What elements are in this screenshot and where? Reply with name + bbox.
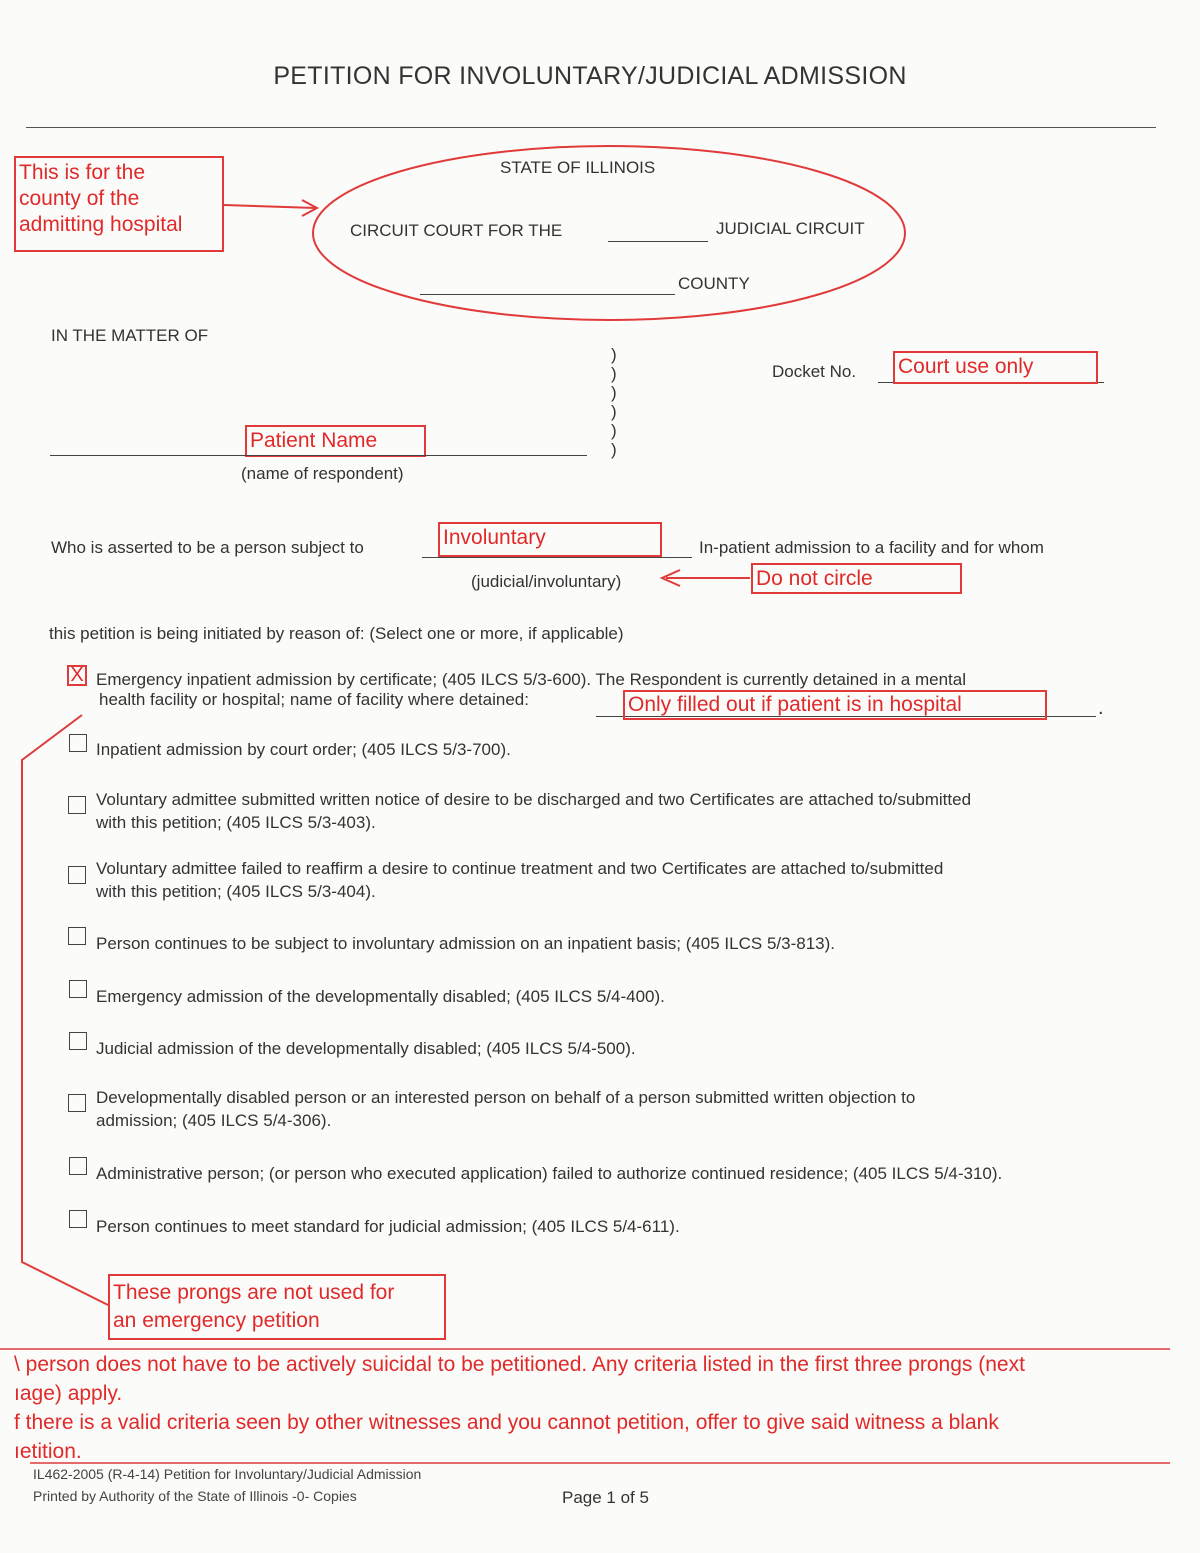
option-checkbox[interactable] (69, 734, 87, 752)
circuit-suffix: JUDICIAL CIRCUIT (716, 219, 865, 238)
county-note-line: This is for the (19, 161, 146, 184)
admission-type-field[interactable] (422, 557, 692, 558)
paren: ) (611, 345, 617, 364)
paren: ) (611, 421, 617, 440)
option-text (96, 1215, 1156, 1238)
docket-note: Court use only (893, 351, 1098, 384)
note-line: \ person does not have to be actively suicidal to be petitioned. Any criteria listed in the first three prongs (next (14, 1353, 1025, 1376)
option-line: admission; (405 ILCS 5/4-306). (96, 1111, 332, 1130)
option-checkbox[interactable] (69, 1157, 87, 1175)
option-line: Person continues to be subject to involuntary admission on an inpatient basis; (405 ILCS 5/3-813). (96, 934, 835, 953)
option-checkbox[interactable] (69, 1210, 87, 1228)
page-number: Page 1 of 5 (562, 1488, 649, 1507)
paren: ) (611, 440, 617, 459)
prongs-note-line: These prongs are not used for (113, 1281, 395, 1304)
option-line: with this petition; (405 ILCS 5/3-404). (96, 882, 376, 901)
patient-name-note: Patient Name (245, 425, 426, 457)
assertion-caption: (judicial/involuntary) (471, 572, 622, 591)
circuit-number-field[interactable] (608, 241, 708, 242)
bottom-notes (14, 1350, 1184, 1466)
option-text (96, 1162, 1186, 1185)
in-the-matter-label: IN THE MATTER OF (51, 326, 209, 345)
note-line: f there is a valid criteria seen by other witnesses and you cannot petition, offer to give said witness a blank (14, 1411, 999, 1434)
option-text (96, 738, 1156, 761)
county-field[interactable] (420, 294, 675, 295)
option-text (96, 788, 1156, 834)
option-checkbox[interactable] (68, 796, 86, 814)
option-line: with this petition; (405 ILCS 5/3-403). (96, 813, 376, 832)
option-line: Voluntary admittee failed to reaffirm a desire to continue treatment and two Certificates are attached to/submitted (96, 859, 944, 878)
option-line: Judicial admission of the developmentally disabled; (405 ILCS 5/4-500). (96, 1039, 636, 1058)
option-checkbox[interactable] (68, 927, 86, 945)
facility-note: Only filled out if patient is in hospital (623, 690, 1047, 720)
option-checkbox[interactable]: X (67, 665, 87, 686)
note-line: ıage) apply. (14, 1382, 123, 1405)
county-note-line: county of the (19, 187, 140, 210)
option-text (96, 857, 1156, 903)
county-label: COUNTY (678, 274, 750, 293)
assertion-suffix: In-patient admission to a facility and for whom (699, 538, 1044, 557)
admission-type-note: Involuntary (438, 522, 662, 557)
page-title: PETITION FOR INVOLUNTARY/JUDICIAL ADMISSION (273, 62, 907, 90)
county-arrow-line (224, 205, 316, 208)
prongs-note (108, 1274, 446, 1340)
option-line: Emergency inpatient admission by certificate; (405 ILCS 5/3-600). The Respondent is currently detained in a mental (96, 670, 966, 689)
county-note-line: admitting hospital (19, 213, 183, 236)
paren: ) (611, 364, 617, 383)
circuit-prefix: CIRCUIT COURT FOR THE (350, 221, 563, 240)
respondent-name-field[interactable] (50, 455, 587, 456)
reason-intro: this petition is being initiated by reason of: (Select one or more, if applicable) (49, 624, 624, 643)
option-checkbox[interactable] (69, 980, 87, 998)
paren: ) (611, 402, 617, 421)
note-line: ıetition. (14, 1440, 82, 1463)
assertion-prefix: Who is asserted to be a person subject to (51, 538, 364, 557)
docket-label: Docket No. (772, 362, 857, 381)
do-not-circle-note: Do not circle (751, 563, 962, 594)
facility-end: . (1098, 697, 1104, 719)
respondent-caption: (name of respondent) (241, 464, 404, 483)
option-line: Emergency admission of the developmentally disabled; (405 ILCS 5/4-400). (96, 987, 665, 1006)
option-line: health facility or hospital; name of facility where detained: (99, 690, 529, 709)
footer-form-id: IL462-2005 (R-4-14) Petition for Involuntary/Judicial Admission (33, 1466, 422, 1482)
option-line: Developmentally disabled person or an interested person on behalf of a person submitted written objection to (96, 1088, 916, 1107)
option-text (96, 1086, 1156, 1132)
option-line: Voluntary admittee submitted written notice of desire to be discharged and two Certificates are attached to/submitted (96, 790, 972, 809)
option-text (96, 985, 1156, 1008)
footer-printed-by: Printed by Authority of the State of Illinois -0- Copies (33, 1488, 357, 1504)
option-text (96, 932, 1156, 955)
option-line: Inpatient admission by court order; (405 ILCS 5/3-700). (96, 740, 511, 759)
option-text (96, 668, 1156, 691)
option-line: Person continues to meet standard for judicial admission; (405 ILCS 5/4-611). (96, 1217, 680, 1236)
state-label: STATE OF ILLINOIS (500, 158, 656, 177)
option-line: Administrative person; (or person who executed application) failed to authorize continued residence; (405 ILCS 5/4-310). (96, 1164, 1003, 1183)
caption-parens (611, 345, 617, 459)
prongs-note-line: an emergency petition (113, 1309, 320, 1332)
option-checkbox[interactable] (69, 1032, 87, 1050)
option-checkbox[interactable] (68, 1094, 86, 1112)
county-note (14, 156, 224, 252)
option-checkbox[interactable] (68, 866, 86, 884)
option-text (96, 1037, 1156, 1060)
paren: ) (611, 383, 617, 402)
